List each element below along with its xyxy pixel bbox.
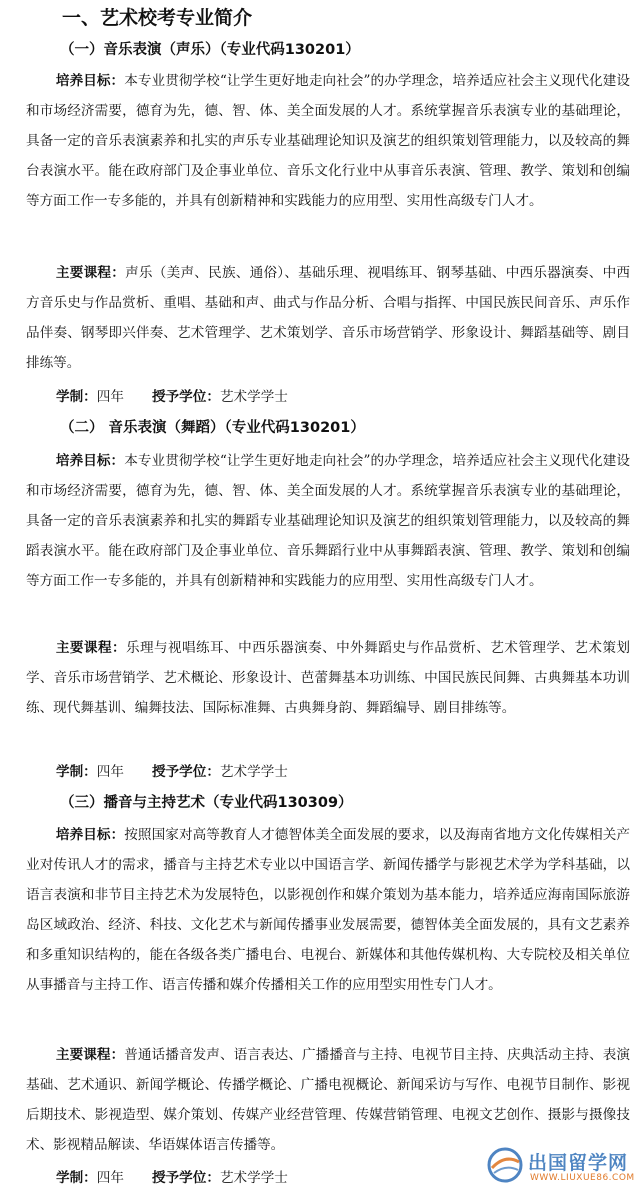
program-meta-broadcasting: [56, 1166, 288, 1190]
training-goal-paragraph-vocal: [26, 66, 630, 216]
training-goal-text: 本专业贯彻学校“让学生更好地走向社会”的办学理念，培养适应社会主义现代化建设和市场经济需要，德育为先，德、智、体、美全面发展的人才。系统掌握音乐表演专业的基础理论，具备一定的音乐表演素养和扎实的声乐专业基础理论知识及演艺的组织策划管理能力，以及较高的舞台表演水平。能在政府部门及企事业单位、音乐文化行业中从事音乐表演、管理、教学、策划和创编等方面工作一专多能的，并具有创新精神和实践能力的应用型、实用性高级专门人才。: [26, 73, 630, 209]
courses-label: 主要课程：: [55, 265, 126, 281]
duration-value: 四年: [96, 1170, 124, 1186]
watermark-logo-text: 出国留学网: [528, 1152, 629, 1174]
training-goal-paragraph-broadcasting: [26, 820, 630, 1000]
courses-label: 主要课程：: [55, 1047, 125, 1063]
program-meta-dance: [56, 760, 288, 784]
training-goal-label: 培养目标：: [55, 73, 125, 89]
duration-label: 学制：: [56, 764, 97, 780]
duration-label: 学制：: [56, 1170, 97, 1186]
courses-text: 声乐（美声、民族、通俗）、基础乐理、视唱练耳、钢琴基础、中西乐器演奏、中西方音乐史与作品赏析、重唱、基础和声、曲式与作品分析、合唱与指挥、中国民族民间音乐、声乐作品伴奏、钢琴即兴伴奏、艺术管理学、艺术策划学、音乐市场营销学、形象设计、舞蹈基础等、剧目排练等。: [26, 265, 630, 371]
degree-label: 授予学位：: [151, 1170, 220, 1186]
training-goal-label: 培养目标：: [55, 827, 125, 843]
training-goal-text: 按照国家对高等教育人才德智体美全面发展的要求，以及海南省地方文化传媒相关产业对传讯人才的需求，播音与主持艺术专业以中国语言学、新闻传播学与影视艺术学为学科基础，以语言表演和非节目主持艺术为发展特色，以影视创作和媒介策划为基本能力，培养适应海南国际旅游岛区域政治、经济、科技、文化艺术与新闻传播事业发展需要，德智体美全面发展的，具有文艺素养和多重知识结构的，能在各级各类广播电台、电视台、新媒体和其他传媒机构、大专院校及相关单位从事播音与主持工作、语言传播和媒介传播相关工作的应用型实用性专门人才。: [26, 827, 631, 993]
degree-value: 艺术学学士: [219, 764, 288, 780]
watermark-url: WWW.LIUXUE86.COM: [530, 1173, 635, 1183]
degree-label: 授予学位：: [151, 764, 220, 780]
training-goal-paragraph-dance: [26, 446, 630, 596]
program-meta-vocal: [56, 385, 288, 409]
duration-value: 四年: [96, 389, 124, 405]
courses-label: 主要课程：: [55, 640, 126, 656]
training-goal-text: 本专业贯彻学校“让学生更好地走向社会”的办学理念，培养适应社会主义现代化建设和市场经济需要，德育为先，德、智、体、美全面发展的人才。系统掌握音乐表演专业的基础理论，具备一定的音乐表演素养和扎实的舞蹈专业基础理论知识及演艺的组织策划管理能力，以及较高的舞蹈表演水平。能在政府部门及企事业单位、音乐舞蹈行业中从事舞蹈表演、管理、教学、策划和创编等方面工作一专多能的，并具有创新精神和实践能力的应用型、实用性高级专门人才。: [26, 453, 630, 589]
degree-value: 艺术学学士: [219, 1170, 288, 1186]
globe-logo-icon: [486, 1146, 524, 1184]
courses-text: 普通话播音发声、语言表达、广播播音与主持、电视节目主持、庆典活动主持、表演基础、艺术通识、新闻学概论、传播学概论、广播电视概论、新闻采访与写作、电视节目制作、影视后期技术、影视造型、媒介策划、传媒产业经营管理、传媒营销管理、电视文艺创作、摄影与摄像技术、影视精品解读、华语媒体语言传播等。: [26, 1047, 631, 1153]
courses-text: 乐理与视唱练耳、中西乐器演奏、中外舞蹈史与作品赏析、艺术管理学、艺术策划学、音乐市场营销学、艺术概论、形象设计、芭蕾舞基本功训练、中国民族民间舞、古典舞基本功训练、现代舞基训、编舞技法、国际标准舞、古典舞身韵、舞蹈编导、剧目排练等。: [26, 640, 630, 716]
site-watermark: [480, 1142, 640, 1190]
duration-value: 四年: [96, 764, 124, 780]
degree-value: 艺术学学士: [219, 389, 288, 405]
section-heading-broadcasting: （三）播音与主持艺术（专业代码130309）: [60, 795, 353, 811]
duration-label: 学制：: [56, 389, 97, 405]
courses-paragraph-vocal: [26, 258, 630, 378]
section-heading-dance: （二） 音乐表演（舞蹈）（专业代码130201）: [60, 420, 365, 436]
courses-paragraph-dance: [26, 633, 630, 723]
section-heading-vocal: （一）音乐表演（声乐）（专业代码130201）: [60, 42, 360, 58]
training-goal-label: 培养目标：: [55, 453, 125, 469]
main-heading: 一、艺术校考专业简介: [62, 7, 253, 29]
degree-label: 授予学位：: [151, 389, 220, 405]
